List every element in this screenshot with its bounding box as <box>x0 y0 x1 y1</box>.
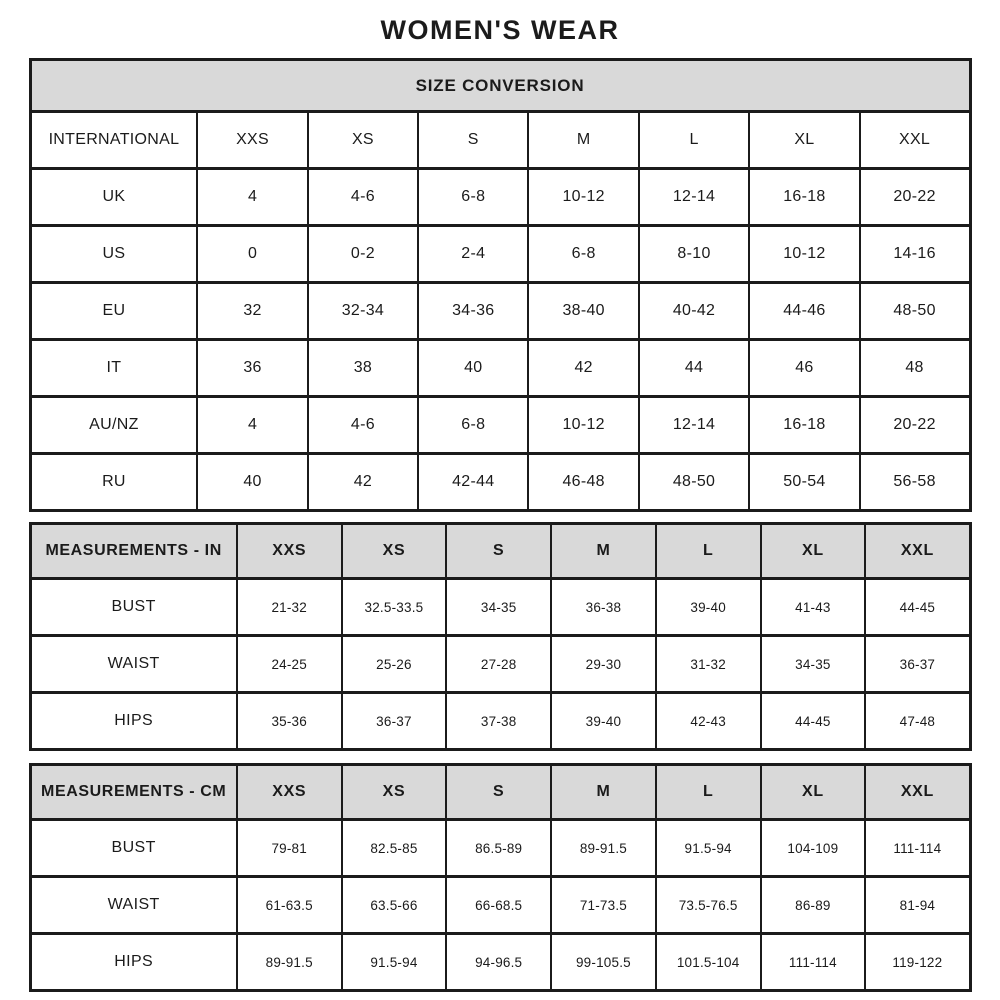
measurement-cell: 35-36 <box>237 693 342 750</box>
measurement-cell: 89-91.5 <box>237 934 342 991</box>
size-conversion-table <box>29 58 972 512</box>
measurement-cell: 25-26 <box>342 636 447 693</box>
row-label-aunz: AU/NZ <box>30 397 197 454</box>
size-header-m: M <box>551 765 656 820</box>
measurement-cell: 81-94 <box>865 877 970 934</box>
size-cell: 40 <box>418 340 528 397</box>
measurement-cell: 91.5-94 <box>342 934 447 991</box>
measurements-in-table <box>29 522 972 751</box>
measurement-cell: 47-48 <box>865 693 970 750</box>
measurement-cell: 104-109 <box>761 820 866 877</box>
column-header-m: M <box>528 112 638 169</box>
measurement-cell: 71-73.5 <box>551 877 656 934</box>
size-cell: 8-10 <box>639 226 749 283</box>
size-header-s: S <box>446 765 551 820</box>
size-header-l: L <box>656 765 761 820</box>
size-header-s: S <box>446 524 551 579</box>
measurements-cm-table <box>29 763 972 992</box>
size-header-xs: XS <box>342 524 447 579</box>
measurement-cell: 42-43 <box>656 693 761 750</box>
size-cell: 40 <box>197 454 307 511</box>
table-row-bust-in <box>30 579 970 636</box>
column-header-xxl: XXL <box>860 112 970 169</box>
measurement-cell: 73.5-76.5 <box>656 877 761 934</box>
size-cell: 42 <box>308 454 418 511</box>
size-cell: 4 <box>197 169 307 226</box>
measurement-cell: 37-38 <box>446 693 551 750</box>
measurement-cell: 36-37 <box>865 636 970 693</box>
measurement-cell: 31-32 <box>656 636 761 693</box>
row-label-hips: HIPS <box>30 934 237 991</box>
measurement-cell: 39-40 <box>551 693 656 750</box>
size-cell: 0-2 <box>308 226 418 283</box>
size-cell: 42-44 <box>418 454 528 511</box>
size-cell: 44 <box>639 340 749 397</box>
table-row-us <box>30 226 970 283</box>
size-cell: 16-18 <box>749 397 859 454</box>
size-cell: 50-54 <box>749 454 859 511</box>
size-cell: 40-42 <box>639 283 749 340</box>
size-cell: 2-4 <box>418 226 528 283</box>
size-header-m: M <box>551 524 656 579</box>
column-header-xxs: XXS <box>197 112 307 169</box>
measurement-cell: 32.5-33.5 <box>342 579 447 636</box>
measurement-cell: 34-35 <box>761 636 866 693</box>
row-label-eu: EU <box>30 283 197 340</box>
row-label-hips: HIPS <box>30 693 237 750</box>
size-cell: 46 <box>749 340 859 397</box>
size-cell: 36 <box>197 340 307 397</box>
measurement-cell: 94-96.5 <box>446 934 551 991</box>
measurement-cell: 86.5-89 <box>446 820 551 877</box>
size-cell: 56-58 <box>860 454 970 511</box>
size-cell: 4 <box>197 397 307 454</box>
measurement-cell: 99-105.5 <box>551 934 656 991</box>
measurement-cell: 63.5-66 <box>342 877 447 934</box>
measurement-cell: 86-89 <box>761 877 866 934</box>
table-row-waist-cm <box>30 877 970 934</box>
measurement-cell: 36-37 <box>342 693 447 750</box>
size-cell: 34-36 <box>418 283 528 340</box>
size-header-l: L <box>656 524 761 579</box>
size-cell: 38-40 <box>528 283 638 340</box>
measurement-cell: 21-32 <box>237 579 342 636</box>
column-header-xl: XL <box>749 112 859 169</box>
table-row-aunz <box>30 397 970 454</box>
measurements-cm-header-row <box>30 765 970 820</box>
column-header-l: L <box>639 112 749 169</box>
table-row-ru <box>30 454 970 511</box>
table-row-bust-cm <box>30 820 970 877</box>
measurement-cell: 27-28 <box>446 636 551 693</box>
table-row-eu <box>30 283 970 340</box>
size-header-xxs: XXS <box>237 765 342 820</box>
row-label-bust: BUST <box>30 579 237 636</box>
measurement-cell: 89-91.5 <box>551 820 656 877</box>
size-cell: 12-14 <box>639 397 749 454</box>
size-header-xxs: XXS <box>237 524 342 579</box>
size-cell: 42 <box>528 340 638 397</box>
size-conversion-column-row <box>30 112 970 169</box>
row-label-bust: BUST <box>30 820 237 877</box>
measurement-cell: 41-43 <box>761 579 866 636</box>
row-label-it: IT <box>30 340 197 397</box>
measurement-cell: 24-25 <box>237 636 342 693</box>
size-header-xl: XL <box>761 524 866 579</box>
row-label-uk: UK <box>30 169 197 226</box>
measurement-cell: 119-122 <box>865 934 970 991</box>
size-cell: 4-6 <box>308 169 418 226</box>
size-cell: 32 <box>197 283 307 340</box>
measurement-cell: 91.5-94 <box>656 820 761 877</box>
size-cell: 6-8 <box>528 226 638 283</box>
row-label-waist: WAIST <box>30 636 237 693</box>
measurements-cm-title: MEASUREMENTS - CM <box>30 765 237 820</box>
size-cell: 46-48 <box>528 454 638 511</box>
row-label-us: US <box>30 226 197 283</box>
measurement-cell: 111-114 <box>761 934 866 991</box>
size-header-xs: XS <box>342 765 447 820</box>
size-conversion-title: SIZE CONVERSION <box>30 60 970 112</box>
size-cell: 38 <box>308 340 418 397</box>
size-cell: 48-50 <box>860 283 970 340</box>
table-row-hips-cm <box>30 934 970 991</box>
size-header-xl: XL <box>761 765 866 820</box>
size-conversion-header-row <box>30 60 970 112</box>
measurement-cell: 39-40 <box>656 579 761 636</box>
table-row-it <box>30 340 970 397</box>
measurements-in-title: MEASUREMENTS - IN <box>30 524 237 579</box>
measurement-cell: 79-81 <box>237 820 342 877</box>
size-cell: 6-8 <box>418 397 528 454</box>
size-cell: 48 <box>860 340 970 397</box>
table-row-uk <box>30 169 970 226</box>
measurement-cell: 44-45 <box>761 693 866 750</box>
column-header-international: INTERNATIONAL <box>30 112 197 169</box>
measurement-cell: 36-38 <box>551 579 656 636</box>
measurement-cell: 82.5-85 <box>342 820 447 877</box>
measurement-cell: 34-35 <box>446 579 551 636</box>
size-cell: 4-6 <box>308 397 418 454</box>
table-row-hips-in <box>30 693 970 750</box>
page-title: WOMEN'S WEAR <box>380 15 620 45</box>
measurement-cell: 44-45 <box>865 579 970 636</box>
size-cell: 16-18 <box>749 169 859 226</box>
size-cell: 20-22 <box>860 169 970 226</box>
size-cell: 20-22 <box>860 397 970 454</box>
size-cell: 10-12 <box>749 226 859 283</box>
size-header-xxl: XXL <box>865 765 970 820</box>
measurements-in-header-row <box>30 524 970 579</box>
size-cell: 14-16 <box>860 226 970 283</box>
size-cell: 10-12 <box>528 397 638 454</box>
column-header-xs: XS <box>308 112 418 169</box>
size-guide <box>29 58 972 992</box>
row-label-ru: RU <box>30 454 197 511</box>
column-header-s: S <box>418 112 528 169</box>
size-cell: 48-50 <box>639 454 749 511</box>
size-cell: 12-14 <box>639 169 749 226</box>
measurement-cell: 29-30 <box>551 636 656 693</box>
size-cell: 10-12 <box>528 169 638 226</box>
size-cell: 0 <box>197 226 307 283</box>
row-label-waist: WAIST <box>30 877 237 934</box>
measurement-cell: 111-114 <box>865 820 970 877</box>
measurement-cell: 66-68.5 <box>446 877 551 934</box>
size-cell: 44-46 <box>749 283 859 340</box>
table-row-waist-in <box>30 636 970 693</box>
measurement-cell: 101.5-104 <box>656 934 761 991</box>
size-cell: 32-34 <box>308 283 418 340</box>
size-cell: 6-8 <box>418 169 528 226</box>
size-header-xxl: XXL <box>865 524 970 579</box>
measurement-cell: 61-63.5 <box>237 877 342 934</box>
